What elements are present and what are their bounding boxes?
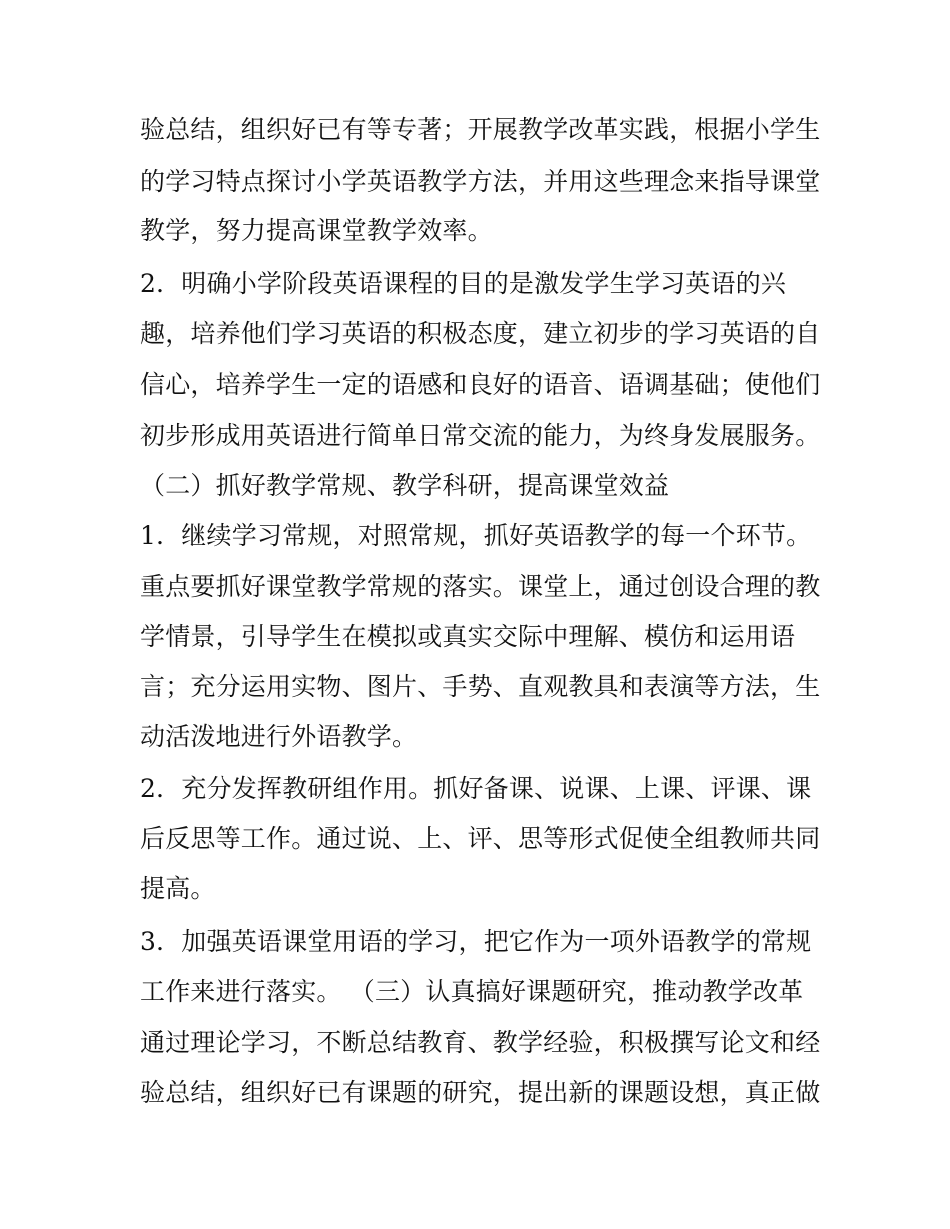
text-line: 验总结，组织好已有课题的研究，提出新的课题设想，真正做 xyxy=(140,1078,821,1107)
text-line: 的学习特点探讨小学英语教学方法，并用这些理念来指导课堂 xyxy=(140,167,821,196)
text-line: 3．加强英语课堂用语的学习，把它作为一项外语教学的常规 xyxy=(140,927,812,956)
text-line: 工作来进行落实。 （三）认真搞好课题研究，推动教学改革 xyxy=(140,977,804,1006)
text-line: 初步形成用英语进行简单日常交流的能力，为终身发展服务。 xyxy=(140,421,821,450)
text-line: 动活泼地进行外语教学。 xyxy=(140,722,418,751)
text-line: 信心，培养学生一定的语感和良好的语音、语调基础；使他们 xyxy=(140,370,821,399)
section-heading: （二）抓好教学常规、教学科研，提高课堂效益 xyxy=(140,471,670,500)
text-line: 重点要抓好课堂教学常规的落实。课堂上，通过创设合理的教 xyxy=(140,572,821,601)
text-line: 通过理论学习，不断总结教育、教学经验，积极撰写论文和经 xyxy=(140,1028,821,1057)
text-line: 提高。 xyxy=(140,874,216,903)
text-line: 2．明确小学阶段英语课程的目的是激发学生学习英语的兴 xyxy=(140,269,787,298)
text-line: 言；充分运用实物、图片、手势、直观教具和表演等方法，生 xyxy=(140,672,821,701)
text-line: 验总结，组织好已有等专著；开展教学改革实践，根据小学生 xyxy=(140,115,821,144)
text-line: 2．充分发挥教研组作用。抓好备课、说课、上课、评课、课 xyxy=(140,774,812,803)
text-line: 趣，培养他们学习英语的积极态度，建立初步的学习英语的自 xyxy=(140,319,821,348)
text-line: 1．继续学习常规，对照常规，抓好英语教学的每一个环节。 xyxy=(140,521,812,550)
text-line: 后反思等工作。通过说、上、评、思等形式促使全组教师共同 xyxy=(140,824,821,853)
text-line: 学情景，引导学生在模拟或真实交际中理解、模仿和运用语 xyxy=(140,622,796,651)
text-line: 教学，努力提高课堂教学效率。 xyxy=(140,216,493,245)
